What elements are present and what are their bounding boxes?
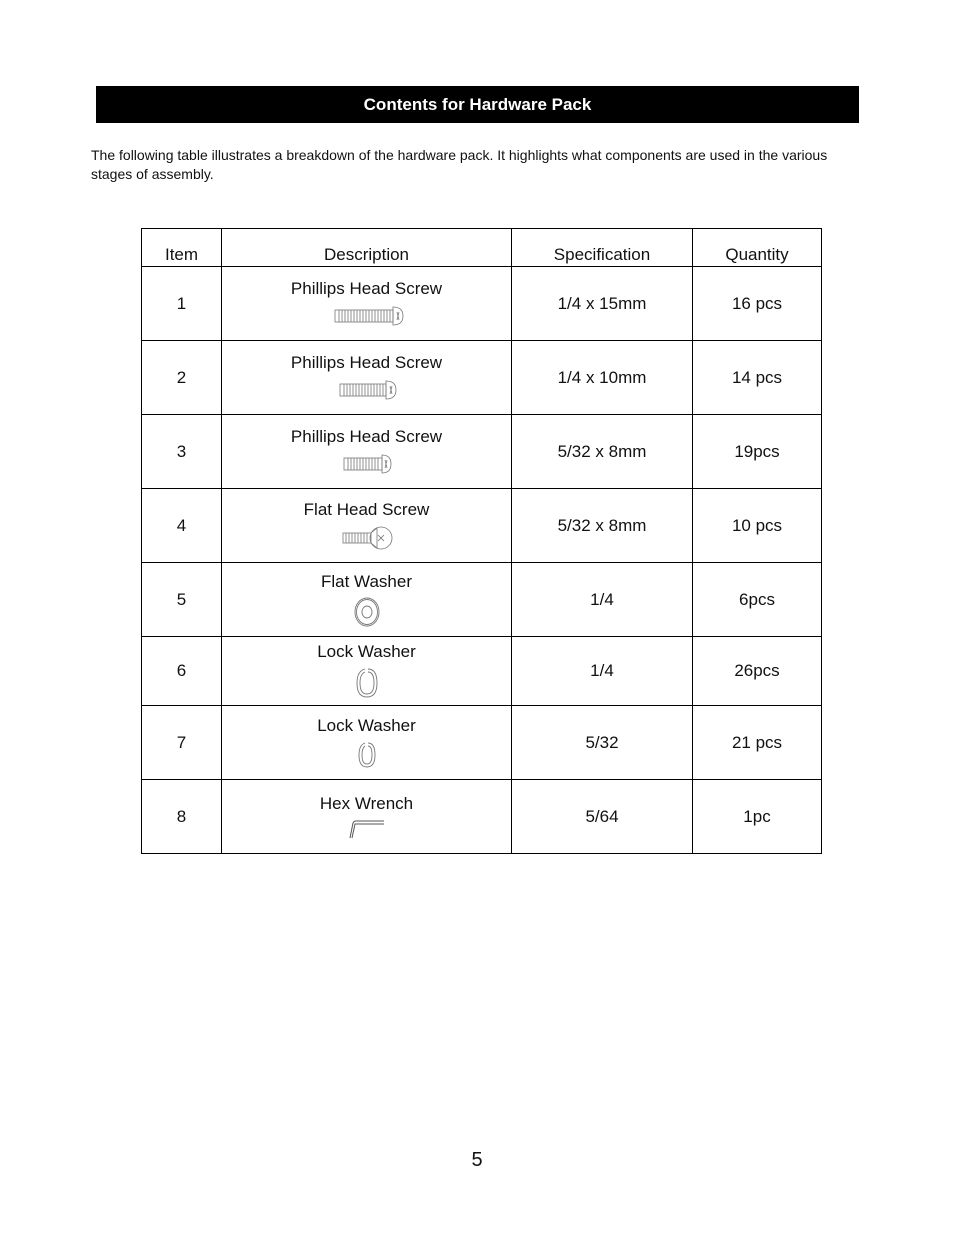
table-row [142,341,822,415]
item-number: 3 [142,415,222,489]
description-label: Flat Head Screw [303,499,430,519]
quantity: 14 pcs [693,341,822,415]
description-cell [222,267,512,341]
description-label: Lock Washer [317,715,416,735]
description-label: Hex Wrench [319,793,414,813]
table-row [142,267,822,341]
table-row [142,637,822,706]
hardware-table [141,228,822,854]
description-cell [222,780,512,854]
section-title-banner [96,86,859,123]
page-number: 5 [471,1149,483,1171]
column-header-description: Description [222,229,512,267]
description-label: Phillips Head Screw [290,352,443,372]
description-cell [222,341,512,415]
specification: 1/4 x 15mm [512,267,693,341]
long-screw-icon [327,303,407,329]
section-title: Contents for Hardware Pack [363,94,592,114]
short-screw-icon [339,451,395,477]
table-row [142,415,822,489]
quantity: 10 pcs [693,489,822,563]
description-cell [222,637,512,706]
hex-wrench-icon [347,818,387,840]
description-label: Lock Washer [317,642,416,661]
quantity: 21 pcs [693,706,822,780]
flat-washer-icon [352,596,382,628]
description-label: Phillips Head Screw [290,426,443,446]
specification: 1/4 [512,637,693,706]
specification: 1/4 [512,563,693,637]
table-row [142,706,822,780]
specification: 5/32 x 8mm [512,489,693,563]
description-cell [222,489,512,563]
flat-head-screw-icon [339,524,395,552]
specification: 5/64 [512,780,693,854]
description-cell [222,706,512,780]
small-lock-washer-icon [356,740,378,770]
lock-washer-icon [354,666,380,700]
quantity: 16 pcs [693,267,822,341]
quantity: 19pcs [693,415,822,489]
column-header-specification: Specification [512,229,693,267]
specification: 5/32 [512,706,693,780]
description-label: Flat Washer [320,571,412,591]
item-number: 6 [142,637,222,706]
intro-paragraph: The following table illustrates a breakdown of the hardware pack. It highlights what components are used in the various stages of assembly. [91,147,828,182]
quantity: 6pcs [693,563,822,637]
table-row [142,489,822,563]
quantity: 26pcs [693,637,822,706]
table-header-row [142,229,822,267]
description-cell [222,563,512,637]
item-number: 5 [142,563,222,637]
description-label: Phillips Head Screw [290,278,443,298]
column-header-item: Item [142,229,222,267]
item-number: 8 [142,780,222,854]
item-number: 4 [142,489,222,563]
specification: 1/4 x 10mm [512,341,693,415]
item-number: 2 [142,341,222,415]
quantity: 1pc [693,780,822,854]
item-number: 7 [142,706,222,780]
medium-screw-icon [334,377,400,403]
specification: 5/32 x 8mm [512,415,693,489]
description-cell [222,415,512,489]
item-number: 1 [142,267,222,341]
table-row [142,780,822,854]
table-row [142,563,822,637]
column-header-quantity: Quantity [693,229,822,267]
